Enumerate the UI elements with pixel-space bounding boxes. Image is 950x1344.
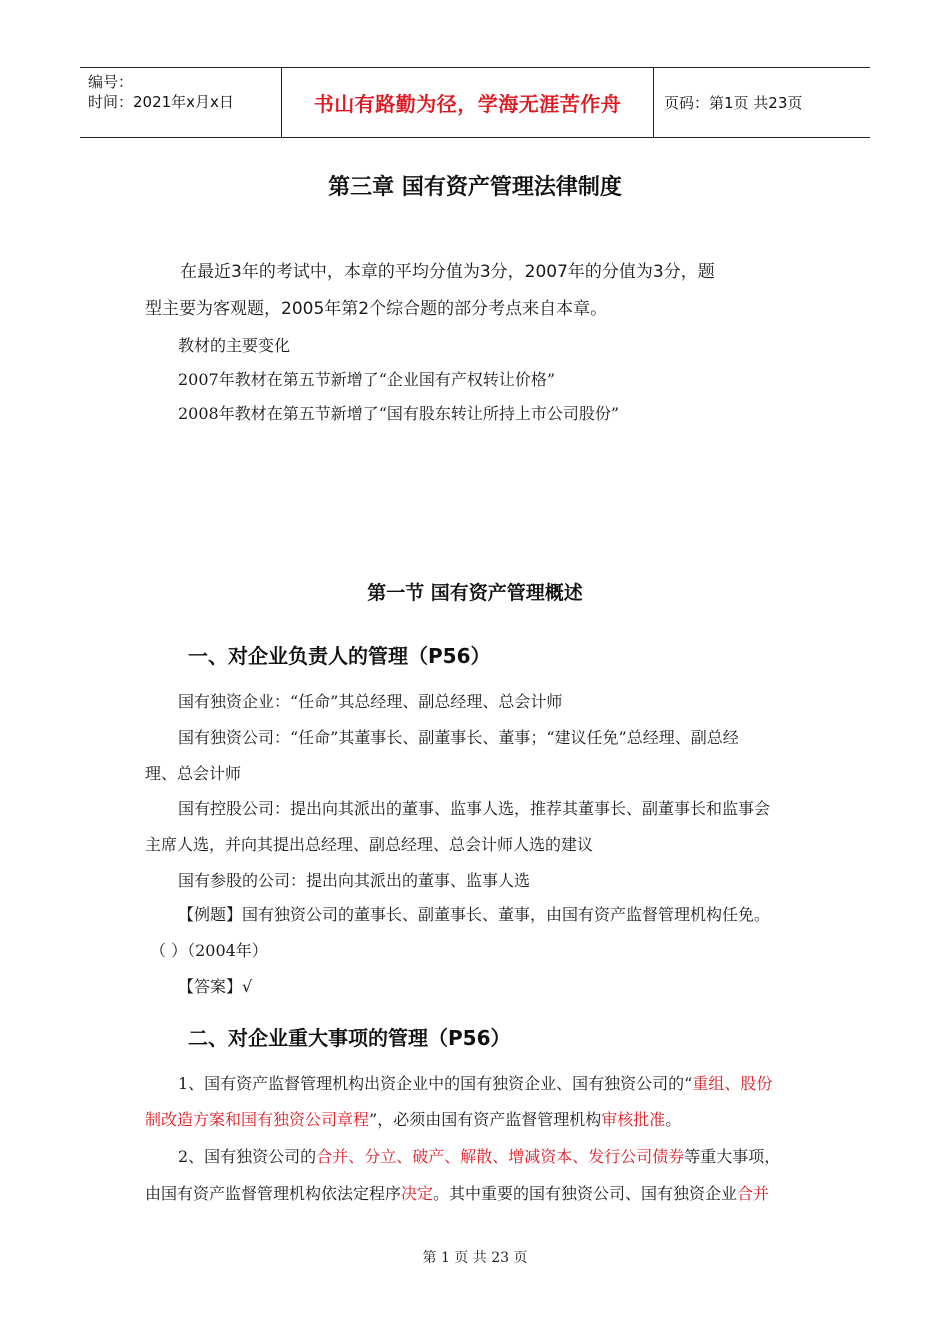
chapter-title: 第三章 国有资产管理法律制度 xyxy=(328,175,622,200)
highlight-text: 制改造方案和国有独资公司章程 xyxy=(145,1110,370,1129)
part1-line-2a: 国有独资公司：“任命”其董事长、副董事长、董事；“建议任免”总经理、副总经 xyxy=(178,728,739,747)
highlight-text: 合并 xyxy=(737,1184,770,1203)
part1-line-2b: 理、总会计师 xyxy=(145,764,242,783)
part1-heading: 一、对企业负责人的管理（P56） xyxy=(188,644,491,668)
header-page-info: 页码：第1页 共23页 xyxy=(664,94,803,112)
changes-item-1: 2007年教材在第五节新增了“企业国有产权转让价格” xyxy=(178,370,556,389)
part2-para-2b xyxy=(145,1184,769,1204)
intro-line-2: 型主要为客观题，2005年第2个综合题的部分考点来自本章。 xyxy=(145,299,608,319)
text-span: 。其中重要的国有独资公司、国有独资企业 xyxy=(433,1184,738,1203)
highlight-text: 审核批准 xyxy=(601,1110,666,1129)
header-meta xyxy=(80,68,281,137)
part1-line-4: 国有参股的公司：提出向其派出的董事、监事人选 xyxy=(178,871,531,890)
number-label: 编号： xyxy=(88,73,134,91)
text-span: 等重大事项， xyxy=(684,1147,781,1166)
part2-para-2a xyxy=(178,1147,780,1167)
part2-para-1a xyxy=(178,1074,772,1094)
example-question: 【例题】国有独资公司的董事长、副董事长、董事，由国有资产监督管理机构任免。 xyxy=(178,905,771,924)
section-title: 第一节 国有资产管理概述 xyxy=(367,582,583,604)
part2-para-1b xyxy=(145,1110,681,1130)
part2-heading: 二、对企业重大事项的管理（P56） xyxy=(188,1026,511,1050)
example-year: （ ）（2004年） xyxy=(150,941,268,960)
date-label: 时间：2021年x月x日 xyxy=(88,93,234,111)
text-span: ”，必须由国有资产监督管理机构 xyxy=(369,1110,602,1129)
header-table xyxy=(80,67,870,138)
example-answer: 【答案】√ xyxy=(178,977,253,996)
highlight-text: 重组、股份 xyxy=(692,1074,773,1093)
part1-line-3b: 主席人选，并向其提出总经理、副总经理、总会计师人选的建议 xyxy=(145,835,594,854)
text-span: 1、国有资产监督管理机构出资企业中的国有独资企业、国有独资公司的“ xyxy=(178,1074,693,1093)
text-span: 。 xyxy=(665,1110,682,1129)
text-span: 2、国有独资公司的 xyxy=(178,1147,317,1166)
header-motto: 书山有路勤为径，学海无涯苦作舟 xyxy=(313,92,622,116)
highlight-text: 决定 xyxy=(401,1184,434,1203)
text-span: 由国有资产监督管理机构依法定程序 xyxy=(145,1184,402,1203)
highlight-text: 合并、分立、破产、解散、增减资本、发行公司债券 xyxy=(316,1147,685,1166)
changes-item-2: 2008年教材在第五节新增了“国有股东转让所持上市公司股份” xyxy=(178,404,620,423)
part1-line-3a: 国有控股公司：提出向其派出的董事、监事人选，推荐其董事长、副董事长和监事会 xyxy=(178,799,771,818)
header-motto-cell xyxy=(281,68,654,137)
intro-line-1: 在最近3年的考试中，本章的平均分值为3分，2007年的分值为3分，题 xyxy=(180,262,715,282)
changes-title: 教材的主要变化 xyxy=(178,336,291,355)
part1-line-1: 国有独资企业：“任命”其总经理、副总经理、总会计师 xyxy=(178,692,563,711)
page-footer: 第 1 页 共 23 页 xyxy=(422,1250,528,1266)
